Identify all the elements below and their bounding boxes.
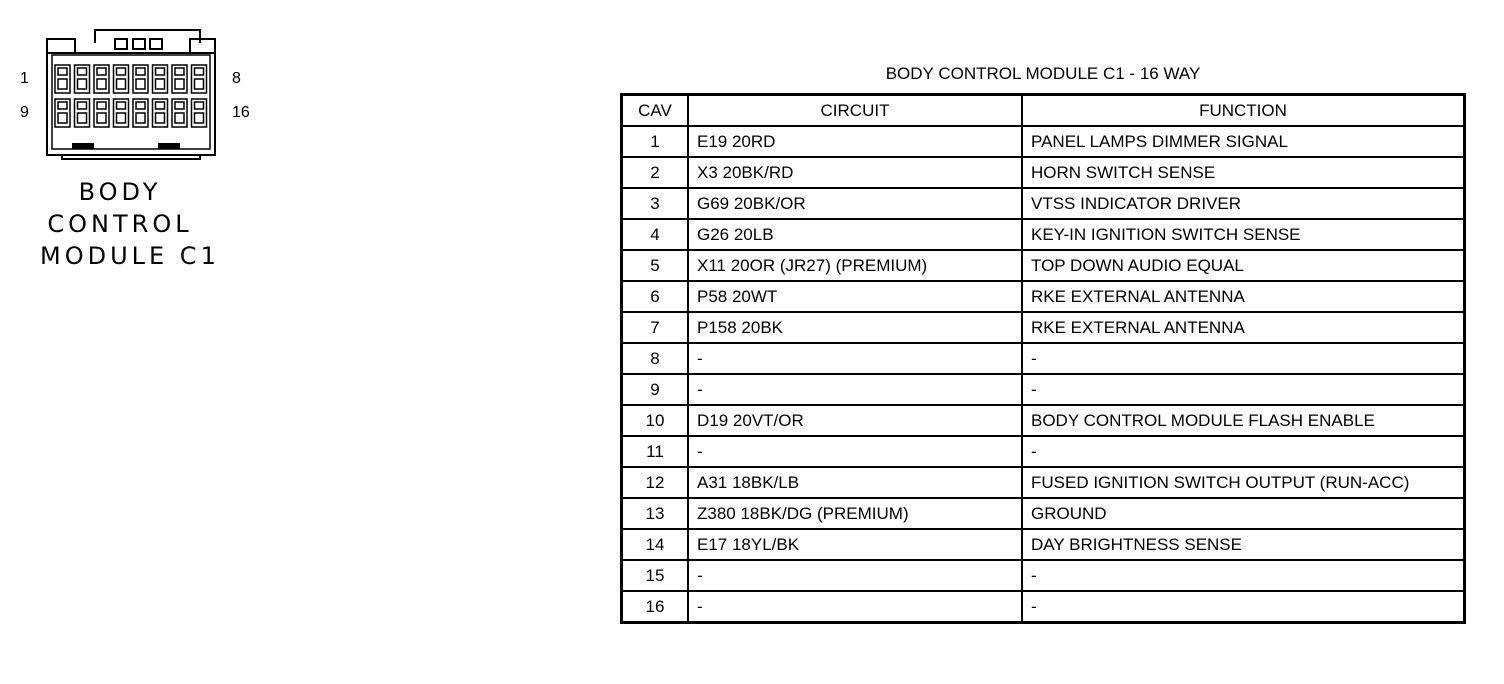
table-row <box>622 219 1465 250</box>
circuit-cell: E17 18YL/BK <box>688 529 1022 560</box>
cav-cell: 8 <box>622 343 689 374</box>
table-row <box>622 560 1465 591</box>
circuit-cell: Z380 18BK/DG (PREMIUM) <box>688 498 1022 529</box>
header-function: FUNCTION <box>1022 95 1465 127</box>
pin-label-8: 8 <box>232 70 241 87</box>
function-cell: RKE EXTERNAL ANTENNA <box>1022 281 1465 312</box>
table-header-row <box>622 95 1465 127</box>
pin-label-9: 9 <box>20 104 29 121</box>
circuit-cell: - <box>688 591 1022 623</box>
circuit-cell: A31 18BK/LB <box>688 467 1022 498</box>
function-cell: - <box>1022 591 1465 623</box>
table-row <box>622 126 1465 157</box>
cav-cell: 1 <box>622 126 689 157</box>
function-cell: KEY-IN IGNITION SWITCH SENSE <box>1022 219 1465 250</box>
circuit-cell: X3 20BK/RD <box>688 157 1022 188</box>
function-cell: DAY BRIGHTNESS SENSE <box>1022 529 1465 560</box>
function-cell: FUSED IGNITION SWITCH OUTPUT (RUN-ACC) <box>1022 467 1465 498</box>
connector-title <box>40 176 220 272</box>
table-row <box>622 374 1465 405</box>
cav-cell: 2 <box>622 157 689 188</box>
table-row <box>622 188 1465 219</box>
table-row <box>622 591 1465 623</box>
connector-face-drawing <box>10 25 260 175</box>
function-cell: VTSS INDICATOR DRIVER <box>1022 188 1465 219</box>
circuit-cell: P158 20BK <box>688 312 1022 343</box>
function-cell: - <box>1022 374 1465 405</box>
connector-title-line: MODULE C1 <box>40 242 220 270</box>
function-cell: PANEL LAMPS DIMMER SIGNAL <box>1022 126 1465 157</box>
function-cell: RKE EXTERNAL ANTENNA <box>1022 312 1465 343</box>
header-circuit: CIRCUIT <box>688 95 1022 127</box>
cav-cell: 10 <box>622 405 689 436</box>
table-row <box>622 312 1465 343</box>
cav-cell: 9 <box>622 374 689 405</box>
function-cell: GROUND <box>1022 498 1465 529</box>
function-cell: - <box>1022 343 1465 374</box>
pin-label-16: 16 <box>232 104 250 121</box>
table-row <box>622 529 1465 560</box>
circuit-cell: - <box>688 560 1022 591</box>
circuit-cell: G26 20LB <box>688 219 1022 250</box>
circuit-cell: G69 20BK/OR <box>688 188 1022 219</box>
cav-cell: 6 <box>622 281 689 312</box>
cav-cell: 16 <box>622 591 689 623</box>
function-cell: - <box>1022 560 1465 591</box>
circuit-cell: X11 20OR (JR27) (PREMIUM) <box>688 250 1022 281</box>
function-cell: HORN SWITCH SENSE <box>1022 157 1465 188</box>
circuit-cell: P58 20WT <box>688 281 1022 312</box>
table-row <box>622 343 1465 374</box>
table-row <box>622 281 1465 312</box>
table-row <box>622 250 1465 281</box>
table-row <box>622 436 1465 467</box>
cav-cell: 3 <box>622 188 689 219</box>
cav-cell: 5 <box>622 250 689 281</box>
cav-cell: 7 <box>622 312 689 343</box>
pin-label-1: 1 <box>20 70 29 87</box>
circuit-cell: E19 20RD <box>688 126 1022 157</box>
circuit-cell: - <box>688 343 1022 374</box>
cav-cell: 12 <box>622 467 689 498</box>
circuit-cell: D19 20VT/OR <box>688 405 1022 436</box>
table-row <box>622 405 1465 436</box>
function-cell: TOP DOWN AUDIO EQUAL <box>1022 250 1465 281</box>
connector-title-line: BODY <box>78 178 162 206</box>
table-title: BODY CONTROL MODULE C1 - 16 WAY <box>885 64 1201 83</box>
cav-cell: 15 <box>622 560 689 591</box>
cav-cell: 11 <box>622 436 689 467</box>
cav-cell: 4 <box>622 219 689 250</box>
table-row <box>622 467 1465 498</box>
connector-title-line: CONTROL <box>47 210 193 238</box>
cav-cell: 13 <box>622 498 689 529</box>
function-cell: BODY CONTROL MODULE FLASH ENABLE <box>1022 405 1465 436</box>
pinout-table <box>620 93 1466 624</box>
table-row <box>622 498 1465 529</box>
circuit-cell: - <box>688 374 1022 405</box>
function-cell: - <box>1022 436 1465 467</box>
cav-cell: 14 <box>622 529 689 560</box>
circuit-cell: - <box>688 436 1022 467</box>
table-row <box>622 157 1465 188</box>
header-cav: CAV <box>622 95 689 127</box>
